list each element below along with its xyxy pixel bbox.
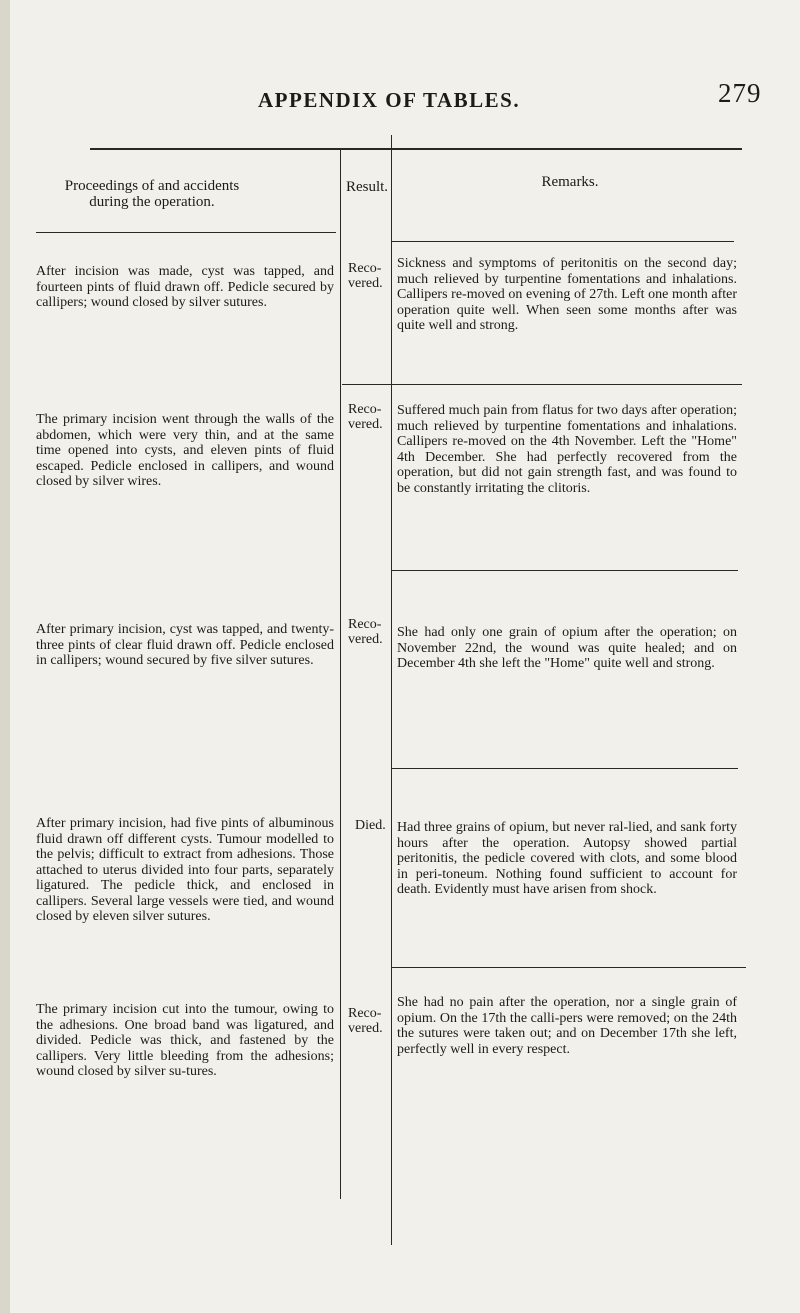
row-2-remarks: Suffered much pain from flatus for two days after operation; much relieved by turpentine fomentations and inhalations. Callipers re-moved on the 4th November. Left the "Home" 4th December. She had perfectly recovered from the operation, but did not gain strength fast, and was found to be constantly irritating the clitoris. <box>397 403 737 496</box>
row-1-remarks: Sickness and symptoms of peritonitis on the second day; much relieved by turpentine fomentations and inhalations. Callipers re-moved on evening of 27th. Left one month after operation quite well. When seen some months after was quite well and strong. <box>397 256 737 333</box>
column-header-proceedings: Proceedings of and accidents during the operation. <box>64 178 240 210</box>
column-divider-2 <box>391 135 392 1245</box>
row-3-remarks: She had only one grain of opium after the operation; on November 22nd, the wound was quite healed; and on December 4th she left the "Home" quite well and strong. <box>397 625 737 671</box>
page-number: 279 <box>718 78 762 108</box>
row-1-result: Reco-vered. <box>348 261 383 291</box>
row-4-remarks: Had three grains of opium, but never ral-lied, and sank forty hours after the operation. Autopsy showed partial peritonitis, the pedicle covered with clots, and some blood in peri-toneum. Nothing found sufficient to account for death. Evidently must have arisen from shock. <box>397 820 737 897</box>
page-edge <box>0 0 10 1313</box>
row-5-result: Reco-vered. <box>348 1006 383 1036</box>
row-1-rule <box>342 384 742 385</box>
row-4-proceedings: After primary incision, had five pints of albuminous fluid drawn off different cysts. Tumour modelled to the pelvis; difficult to extract from adhesions. Those attached to uterus divided into four parts, separately ligatured. The pedicle thick, and enclosed in callipers. Several large vessels were tied, and wound closed by eleven silver sutures. <box>36 816 334 924</box>
row-2-proceedings: The primary incision went through the walls of the abdomen, which were very thin, and at the same time opened into cysts, and eleven pints of fluid escaped. Pedicle enclosed in callipers, and wound closed by silver wires. <box>36 412 334 489</box>
column-header-remarks: Remarks. <box>541 174 599 190</box>
row-3-result: Reco-vered. <box>348 617 383 647</box>
column-header-result: Result. <box>345 179 389 195</box>
row-3-proceedings: After primary incision, cyst was tapped, and twenty-three pints of clear fluid drawn off. Pedicle enclosed in callipers; wound secured by five silver sutures. <box>36 622 334 668</box>
row-1-proceedings: After incision was made, cyst was tapped, and fourteen pints of fluid drawn off. Pedicle secured by callipers; wound closed by silver sutures. <box>36 264 334 310</box>
running-head: APPENDIX OF TABLES. <box>258 88 521 112</box>
row-5-remarks: She had no pain after the operation, nor a single grain of opium. On the 17th the calli-pers were removed; on the 24th the sutures were taken out; and on December 17th she left, perfectly well in every respect. <box>397 995 737 1057</box>
column-divider-1 <box>340 149 341 1199</box>
row-4-result: Died. <box>355 818 386 833</box>
row-3-rule <box>392 768 738 769</box>
row-2-result: Reco-vered. <box>348 402 383 432</box>
header-rule-right <box>392 241 734 242</box>
row-5-proceedings: The primary incision cut into the tumour, owing to the adhesions. One broad band was ligatured, and divided. Pedicle was thick, and fastened by the callipers. Very little bleeding from the adhesions; wound closed by silver su-tures. <box>36 1002 334 1079</box>
table-top-rule <box>90 148 742 150</box>
row-2-rule <box>392 570 738 571</box>
header-rule-left <box>36 232 336 233</box>
row-4-rule <box>392 967 746 968</box>
